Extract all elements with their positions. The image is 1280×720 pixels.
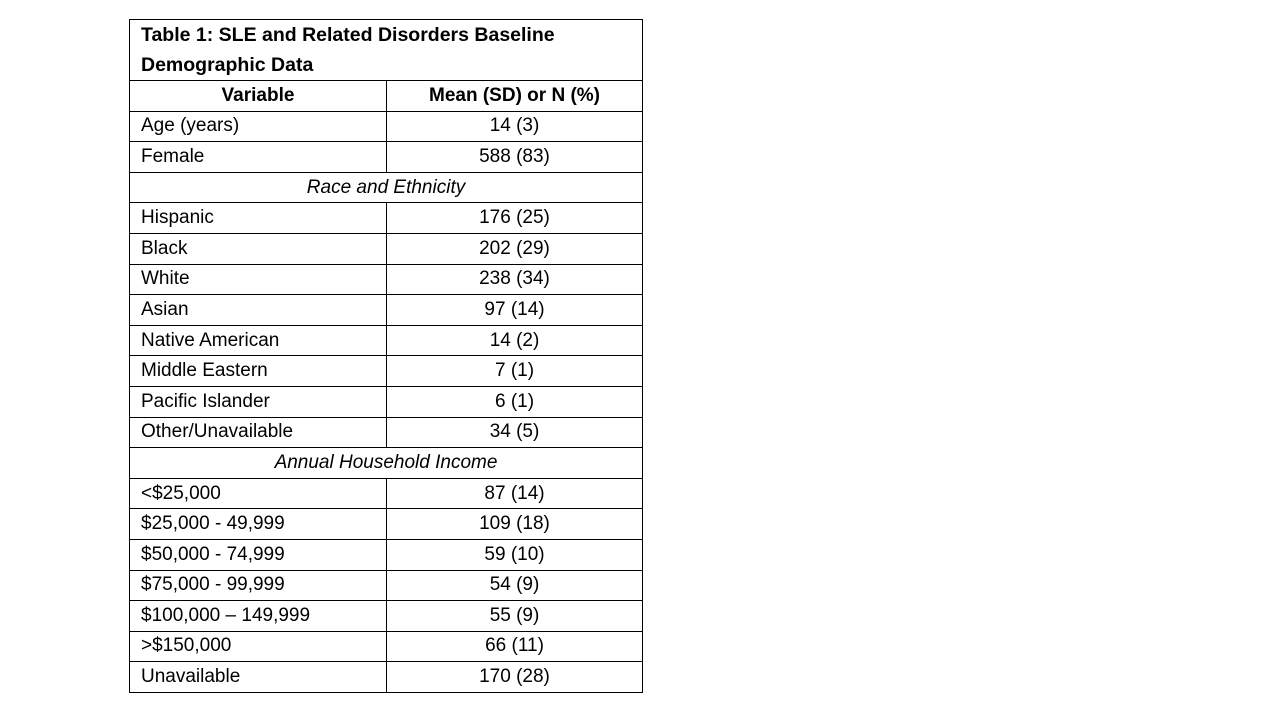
row-label: >$150,000 <box>130 631 387 662</box>
table-row <box>130 203 643 234</box>
row-value: 59 (10) <box>387 539 643 570</box>
table-row <box>130 662 643 693</box>
table-row <box>130 386 643 417</box>
title-row <box>130 20 643 81</box>
row-label: Pacific Islander <box>130 386 387 417</box>
row-label: Native American <box>130 325 387 356</box>
section-row <box>130 172 643 203</box>
table-row <box>130 478 643 509</box>
table-row <box>130 233 643 264</box>
row-label: Black <box>130 233 387 264</box>
row-value: 87 (14) <box>387 478 643 509</box>
row-label: <$25,000 <box>130 478 387 509</box>
column-header-variable: Variable <box>130 81 387 112</box>
row-label: Female <box>130 142 387 173</box>
table-row <box>130 142 643 173</box>
row-value: 588 (83) <box>387 142 643 173</box>
table-row <box>130 509 643 540</box>
row-label: $75,000 - 99,999 <box>130 570 387 601</box>
table-title: Table 1: SLE and Related Disorders Baseline Demographic Data <box>130 20 643 81</box>
row-value: 55 (9) <box>387 601 643 632</box>
row-label: $100,000 – 149,999 <box>130 601 387 632</box>
row-value: 66 (11) <box>387 631 643 662</box>
table-row <box>130 356 643 387</box>
row-value: 14 (3) <box>387 111 643 142</box>
section-heading: Annual Household Income <box>130 448 643 479</box>
table-row <box>130 539 643 570</box>
table-row <box>130 264 643 295</box>
table-row <box>130 570 643 601</box>
row-value: 14 (2) <box>387 325 643 356</box>
table-row <box>130 325 643 356</box>
row-label: Other/Unavailable <box>130 417 387 448</box>
row-label: Hispanic <box>130 203 387 234</box>
row-value: 54 (9) <box>387 570 643 601</box>
row-label: $50,000 - 74,999 <box>130 539 387 570</box>
header-row <box>130 81 643 112</box>
row-label: Unavailable <box>130 662 387 693</box>
row-label: Asian <box>130 295 387 326</box>
row-value: 238 (34) <box>387 264 643 295</box>
row-value: 176 (25) <box>387 203 643 234</box>
table-row <box>130 295 643 326</box>
row-value: 6 (1) <box>387 386 643 417</box>
demographics-table <box>129 19 643 693</box>
column-header-value: Mean (SD) or N (%) <box>387 81 643 112</box>
table-row <box>130 111 643 142</box>
row-label: $25,000 - 49,999 <box>130 509 387 540</box>
section-heading: Race and Ethnicity <box>130 172 643 203</box>
table-row <box>130 601 643 632</box>
row-label: Middle Eastern <box>130 356 387 387</box>
row-label: White <box>130 264 387 295</box>
table-row <box>130 417 643 448</box>
row-value: 170 (28) <box>387 662 643 693</box>
row-value: 34 (5) <box>387 417 643 448</box>
section-row <box>130 448 643 479</box>
row-label: Age (years) <box>130 111 387 142</box>
row-value: 202 (29) <box>387 233 643 264</box>
row-value: 7 (1) <box>387 356 643 387</box>
table-row <box>130 631 643 662</box>
row-value: 97 (14) <box>387 295 643 326</box>
row-value: 109 (18) <box>387 509 643 540</box>
